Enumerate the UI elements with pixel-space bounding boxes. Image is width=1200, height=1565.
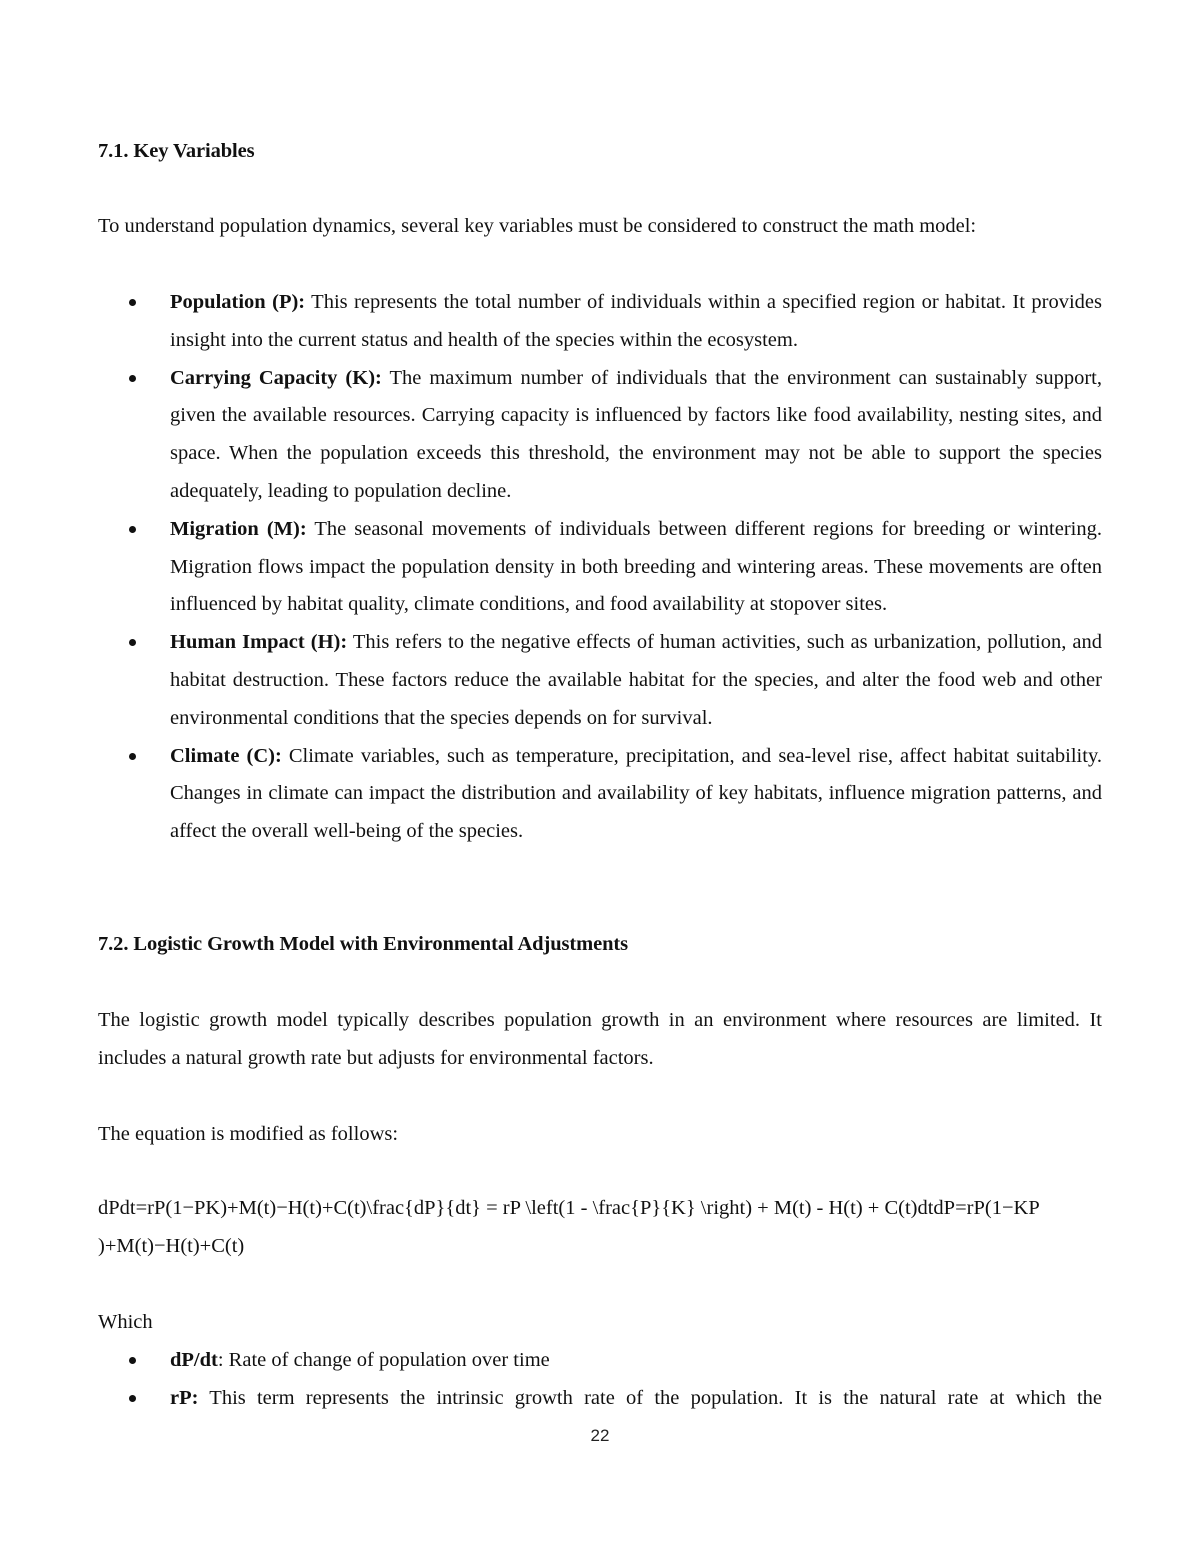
key-variables-list: [98, 284, 1102, 851]
section-heading-key-variables: 7.1. Key Variables: [98, 140, 255, 162]
term: rP:: [170, 1386, 199, 1409]
term: dP/dt: [170, 1349, 218, 1371]
key-variables-intro: To understand population dynamics, several key variables must be considered to construct the math model:: [98, 215, 977, 237]
definition: : Rate of change of population over time: [217, 1349, 550, 1371]
bullet-icon: [129, 299, 136, 306]
bullet-icon: [129, 1357, 136, 1364]
list-item-climate: [98, 738, 1102, 851]
term: Human Impact (H):: [170, 631, 348, 654]
bullet-icon: [129, 526, 136, 533]
list-item-dp-dt: [98, 1342, 1102, 1380]
page-number: 22: [590, 1426, 610, 1445]
definition: The maximum number of individuals that the environment can sustainably support, given the available resources. Carrying capacity is influenced by factors like food availability, nesting sites, and space. When the population exceeds this threshold, the environment may not be able to support the species adequately, leading to population decline.: [170, 366, 1102, 502]
term: Migration (M):: [170, 517, 307, 540]
definition: Climate variables, such as temperature, precipitation, and sea-level rise, affect habitat suitability. Changes in climate can impact the distribution and availability of key habitats, influence migration patterns, and affect the overall well-being of the species.: [170, 744, 1102, 843]
equation-line-1: dPdt=rP(1−PK)+M(t)−H(t)+C(t)\frac{dP}{dt} = rP \left(1 - \frac{P}{K} \right) + M(t) - H(t) + C(t)dtdP=rP(1−KP: [98, 1197, 1040, 1219]
bullet-icon: [129, 375, 136, 382]
which-label: Which: [98, 1311, 153, 1333]
definition: This represents the total number of individuals within a specified region or habitat. It provides insight into the current status and health of the species within the ecosystem.: [170, 291, 1102, 351]
equation-terms-list: [98, 1342, 1102, 1418]
equation-intro: The equation is modified as follows:: [98, 1123, 399, 1145]
term: Climate (C):: [170, 744, 282, 767]
logistic-growth-intro: The logistic growth model typically describes population growth in an environment where resources are limited. It includes a natural growth rate but adjusts for environmental factors.: [98, 1009, 1102, 1069]
definition: The seasonal movements of individuals between different regions for breeding or wintering. Migration flows impact the population density in both breeding and wintering areas. These movements are often influenced by habitat quality, climate conditions, and food availability at stopover sites.: [170, 517, 1102, 616]
definition: This refers to the negative effects of human activities, such as urbanization, pollution, and habitat destruction. These factors reduce the available habitat for the species, and alter the food web and other environmental conditions that the species depends on for survival.: [170, 631, 1103, 729]
list-item-human-impact: [98, 624, 1102, 737]
list-item-migration: [98, 511, 1102, 624]
list-item-carrying-capacity: [98, 360, 1102, 511]
term: Carrying Capacity (K):: [170, 366, 382, 389]
bullet-icon: [129, 1395, 136, 1402]
bullet-icon: [129, 753, 136, 760]
definition: This term represents the intrinsic growth rate of the population. It is the natural rate at which the: [198, 1386, 1102, 1409]
equation-line-2: )+M(t)−H(t)+C(t): [98, 1235, 245, 1257]
bullet-icon: [129, 639, 136, 646]
section-heading-logistic-growth: 7.2. Logistic Growth Model with Environmental Adjustments: [98, 933, 628, 955]
term: Population (P):: [170, 291, 306, 313]
list-item-population: [98, 284, 1102, 360]
list-item-rp: [98, 1380, 1102, 1418]
